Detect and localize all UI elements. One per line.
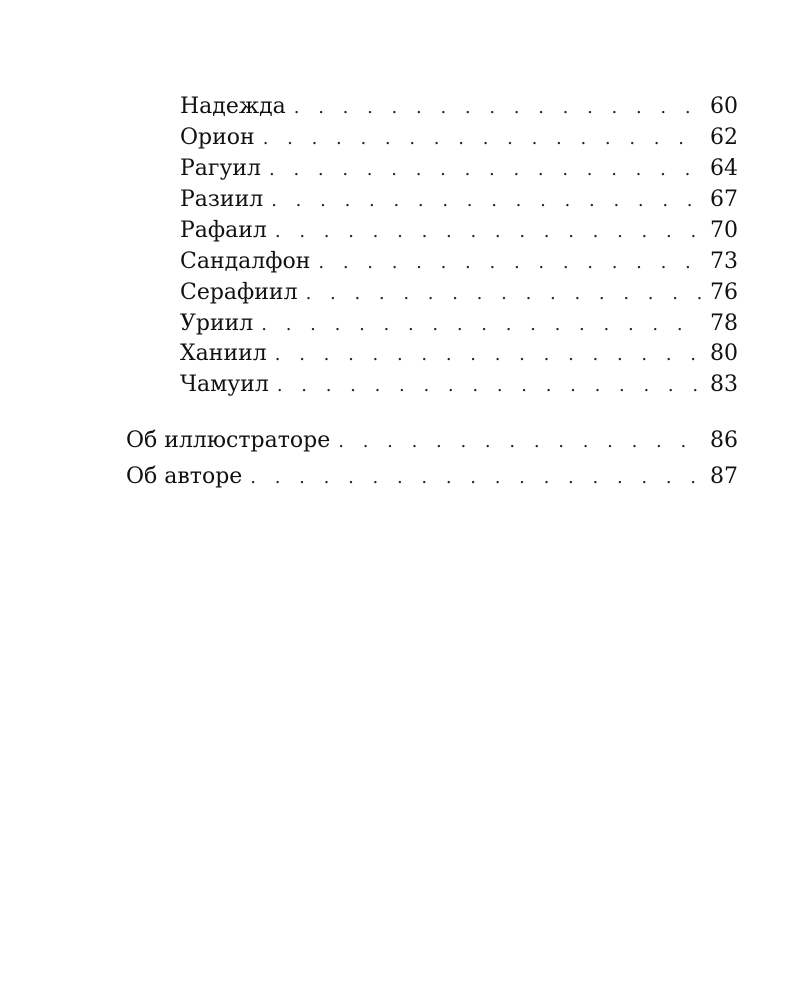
toc-entry-page: 70 (710, 218, 738, 243)
toc-entry (180, 124, 738, 152)
toc-entry (180, 248, 738, 276)
toc-dot-leader (338, 428, 702, 456)
toc-entry-page: 87 (710, 464, 738, 489)
toc-dot-leader (275, 218, 702, 246)
toc-entry-title: Ханиил (180, 341, 267, 366)
toc-entry-main (126, 463, 738, 491)
toc-entry-page: 64 (710, 156, 738, 181)
toc-entry (180, 310, 738, 338)
toc-entry-title: Об авторе (126, 464, 243, 489)
toc-entry-title: Об иллюстраторе (126, 428, 331, 453)
toc-entry-page: 67 (710, 187, 738, 212)
toc-entry-title: Рагуил (180, 156, 262, 181)
toc-entry-page: 83 (710, 372, 738, 397)
toc-dot-leader (250, 464, 702, 492)
toc-entry (180, 186, 738, 214)
toc-entry-title: Сандалфон (180, 249, 311, 274)
toc-entry-title: Надежда (180, 94, 286, 119)
toc-entry-page: 76 (710, 280, 738, 305)
toc-entry-page: 80 (710, 341, 738, 366)
toc-dot-leader (306, 280, 702, 308)
toc-entry-page: 78 (710, 311, 738, 336)
toc-entry-title: Уриил (180, 311, 254, 336)
toc-dot-leader (261, 311, 702, 339)
toc-entry-title: Чамуил (180, 372, 269, 397)
toc-dot-leader (269, 156, 702, 184)
toc-entry-main (126, 427, 738, 455)
toc-dot-leader (263, 125, 702, 153)
toc-entry-page: 62 (710, 125, 738, 150)
toc-entry-title: Серафиил (180, 280, 298, 305)
toc-entry-page: 73 (710, 249, 738, 274)
toc-entry (180, 155, 738, 183)
toc-entry-title: Разиил (180, 187, 264, 212)
toc-entry-title: Рафаил (180, 218, 267, 243)
toc-entry (180, 340, 738, 368)
toc-entry (180, 279, 738, 307)
toc-entry-title: Орион (180, 125, 255, 150)
toc-entry-page: 86 (710, 428, 738, 453)
toc-entry (180, 93, 738, 121)
toc-entry (180, 217, 738, 245)
toc-dot-leader (277, 372, 702, 400)
toc-dot-leader (294, 94, 702, 122)
toc-dot-leader (275, 341, 702, 369)
toc-entry (180, 371, 738, 399)
toc-dot-leader (318, 249, 702, 277)
toc-entry-page: 60 (710, 94, 738, 119)
toc-dot-leader (271, 187, 702, 215)
